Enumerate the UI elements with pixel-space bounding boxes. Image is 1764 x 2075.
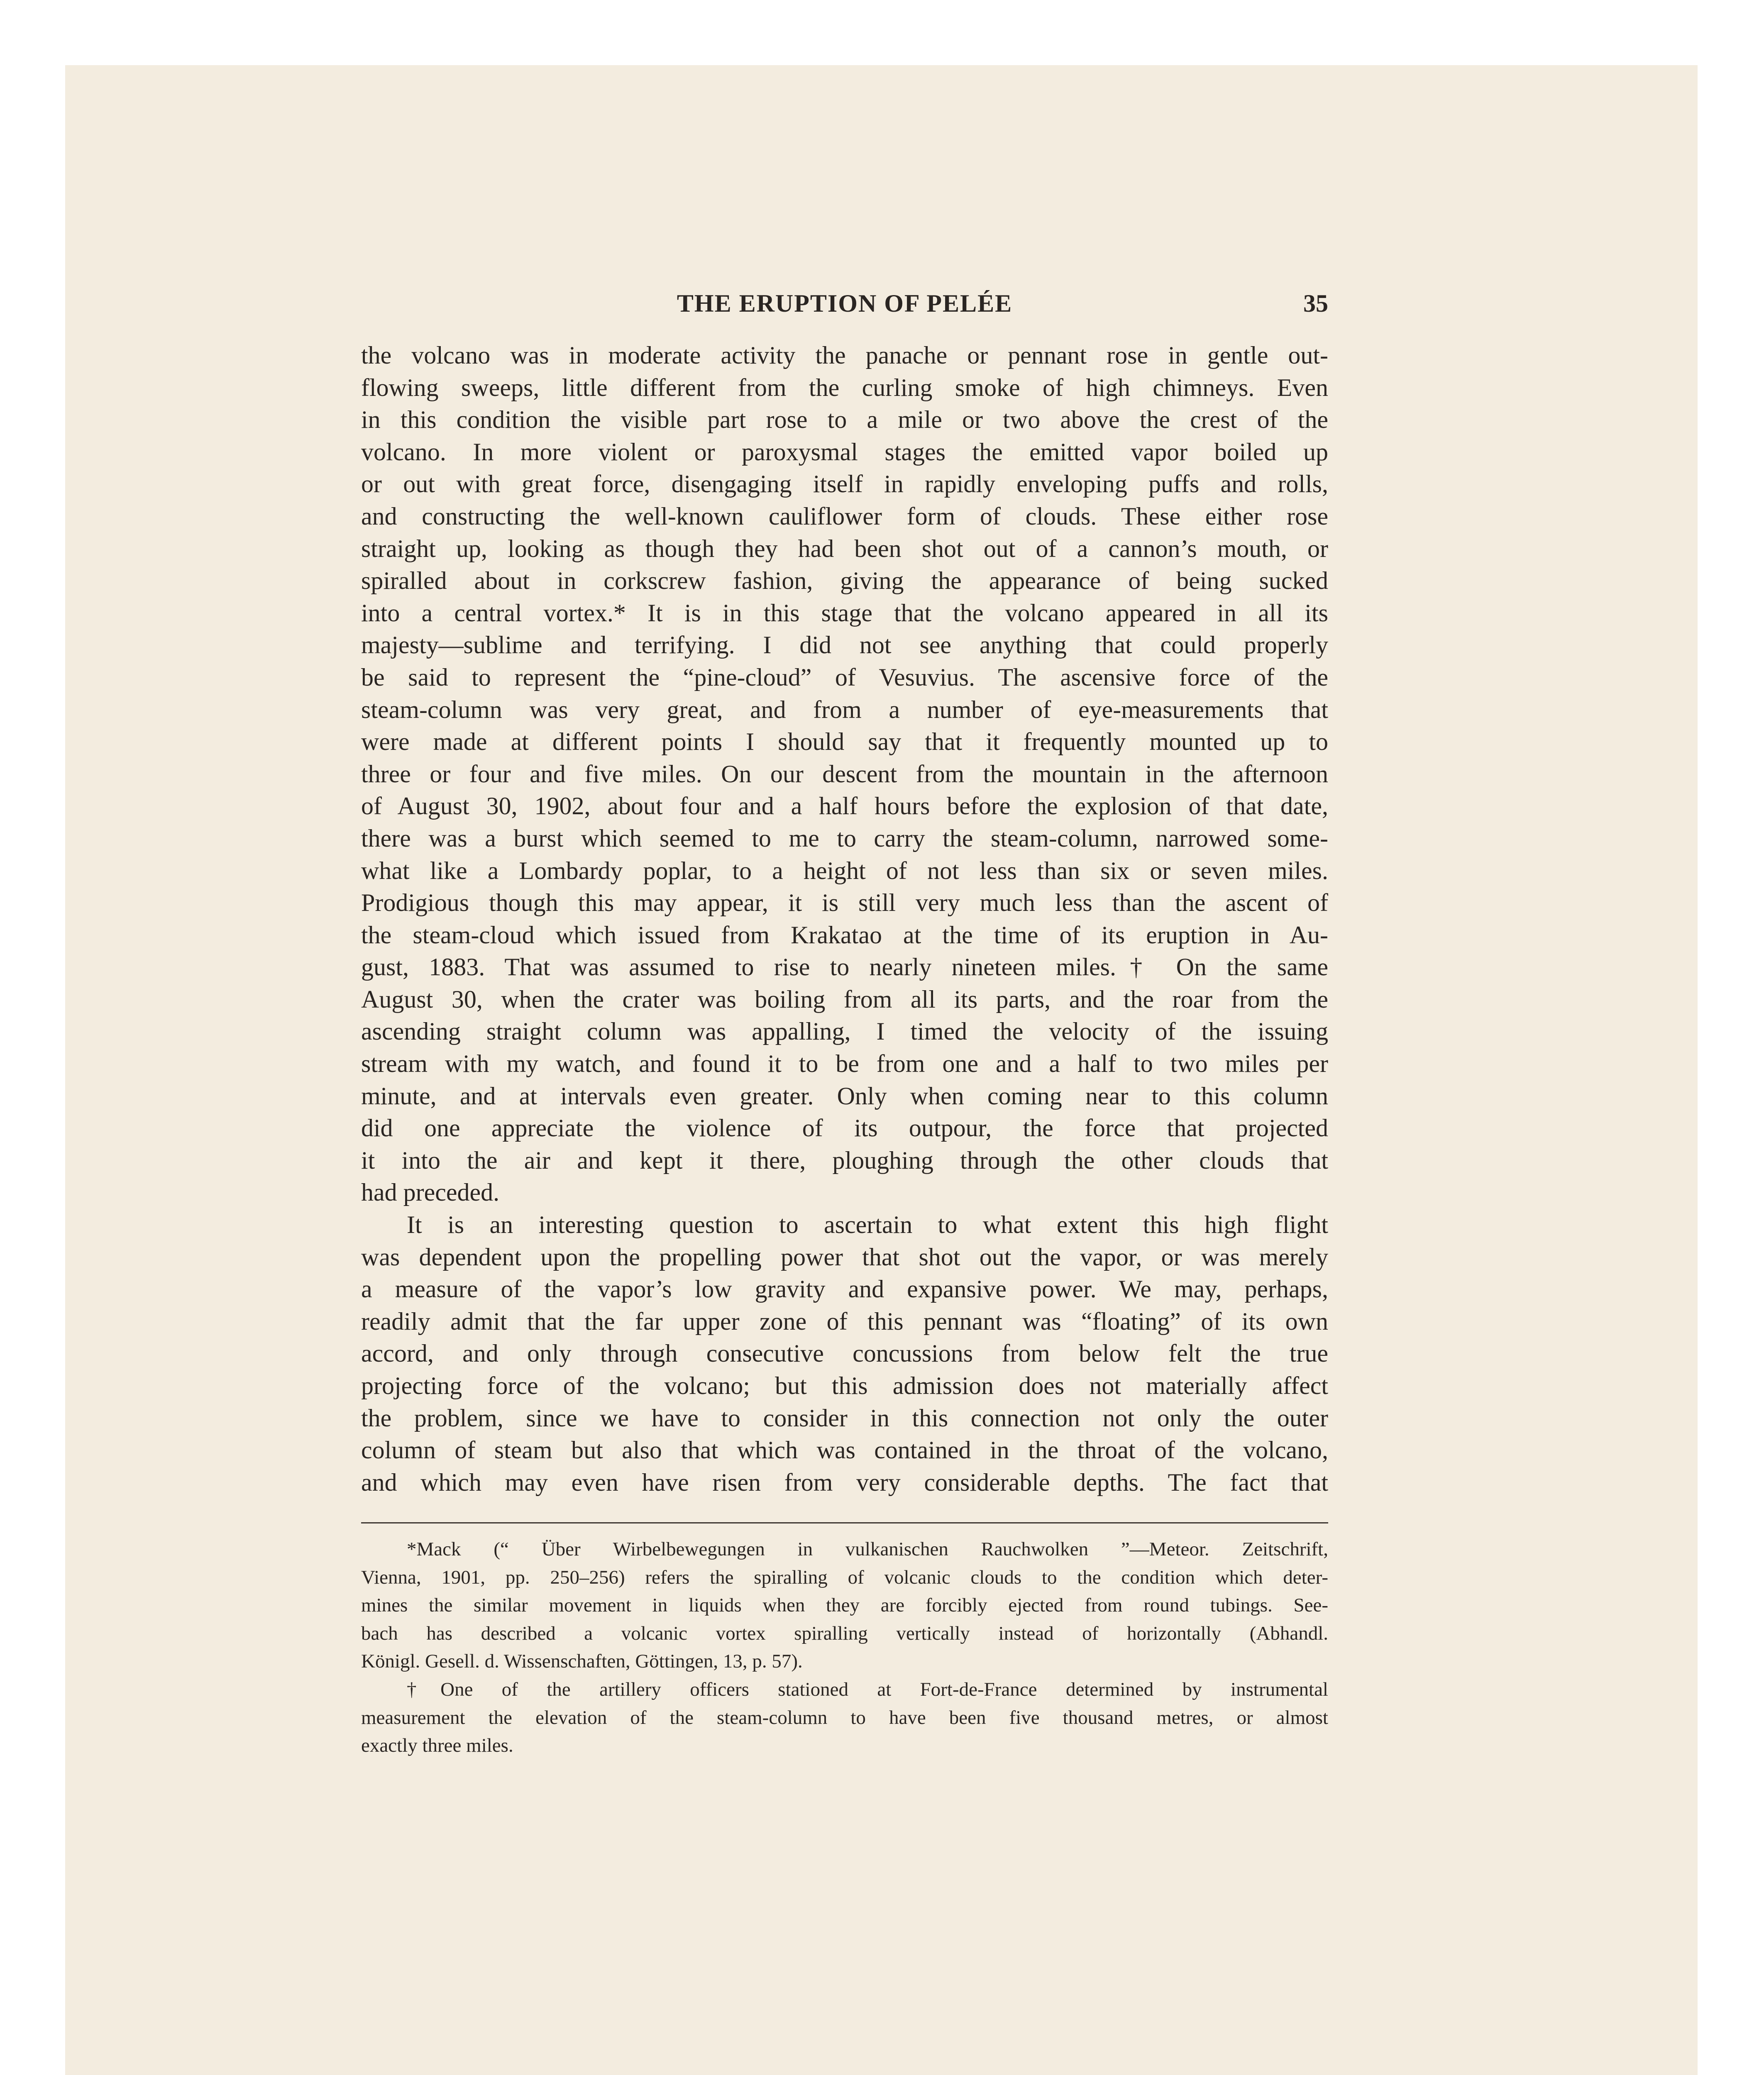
body-line: the problem, since we have to consider in this connection not only the outer: [361, 1404, 1328, 1432]
body-line: readily admit that the far upper zone of this pennant was “floating” of its own: [361, 1307, 1328, 1335]
body-line: accord, and only through consecutive concussions from below felt the true: [361, 1340, 1328, 1367]
body-line: and constructing the well-known cauliflower form of clouds. These either rose: [361, 502, 1328, 530]
body-line: minute, and at intervals even greater. Only when coming near to this column: [361, 1082, 1328, 1110]
body-line: the volcano was in moderate activity the panache or pennant rose in gentle out-: [361, 342, 1328, 369]
body-line: and which may even have risen from very considerable depths. The fact that: [361, 1468, 1328, 1496]
body-line: did one appreciate the violence of its outpour, the force that projected: [361, 1114, 1328, 1142]
body-line: or out with great force, disengaging itself in rapidly enveloping puffs and rolls,: [361, 470, 1328, 498]
body-line: had preceded.: [361, 1179, 500, 1206]
body-line: gust, 1883. That was assumed to rise to nearly nineteen miles.† On the same: [361, 953, 1328, 981]
body-line: projecting force of the volcano; but this admission does not materially affect: [361, 1372, 1328, 1399]
page-number: 35: [1303, 290, 1328, 317]
body-line: stream with my watch, and found it to be from one and a half to two miles per: [361, 1050, 1328, 1078]
body-line: were made at different points I should say that it frequently mounted up to: [361, 728, 1328, 756]
body-text: [361, 339, 1328, 1499]
body-line: into a central vortex.* It is in this stage that the volcano appeared in all its: [361, 599, 1328, 627]
footnote-line: exactly three miles.: [361, 1735, 513, 1757]
footnote-line: mines the similar movement in liquids when they are forcibly ejected from round tubings. See-: [361, 1594, 1328, 1616]
page-header: [361, 289, 1328, 327]
body-line: there was a burst which seemed to me to carry the steam-column, narrowed some-: [361, 824, 1328, 852]
body-line: straight up, looking as though they had been shot out of a cannon’s mouth, or: [361, 535, 1328, 562]
body-line: majesty—sublime and terrifying. I did not see anything that could properly: [361, 631, 1328, 659]
body-line: in this condition the visible part rose to a mile or two above the crest of the: [361, 406, 1328, 434]
footnote-line: *Mack (“ Über Wirbelbewegungen in vulkanischen Rauchwolken ”—Meteor. Zeitschrift,: [407, 1538, 1328, 1560]
body-line: ascending straight column was appalling, I timed the velocity of the issuing: [361, 1018, 1328, 1045]
footnote-line: Vienna, 1901, pp. 250–256) refers the spiralling of volcanic clouds to the condition which deter-: [361, 1566, 1328, 1588]
body-line: what like a Lombardy poplar, to a height of not less than six or seven miles.: [361, 857, 1328, 884]
footnote-line: measurement the elevation of the steam-column to have been five thousand metres, or almost: [361, 1706, 1328, 1728]
body-line: of August 30, 1902, about four and a half hours before the explosion of that date,: [361, 792, 1328, 820]
body-line: a measure of the vapor’s low gravity and expansive power. We may, perhaps,: [361, 1275, 1328, 1303]
body-line: It is an interesting question to ascertain to what extent this high flight: [407, 1211, 1328, 1239]
body-line: spiralled about in corkscrew fashion, giving the appearance of being sucked: [361, 567, 1328, 595]
body-line: steam-column was very great, and from a number of eye-measurements that: [361, 696, 1328, 723]
body-line: August 30, when the crater was boiling from all its parts, and the roar from the: [361, 985, 1328, 1013]
body-line: the steam-cloud which issued from Krakatao at the time of its eruption in Au-: [361, 921, 1328, 949]
footnotes: [361, 1536, 1328, 1760]
body-line: was dependent upon the propelling power that shot out the vapor, or was merely: [361, 1243, 1328, 1271]
body-line: it into the air and kept it there, ploughing through the other clouds that: [361, 1146, 1328, 1174]
footnote-rule: [361, 1522, 1328, 1523]
body-line: be said to represent the “pine-cloud” of Vesuvius. The ascensive force of the: [361, 663, 1328, 691]
body-line: three or four and five miles. On our descent from the mountain in the afternoon: [361, 760, 1328, 788]
running-title: THE ERUPTION OF PELÉE: [677, 290, 1013, 317]
body-line: flowing sweeps, little different from the curling smoke of high chimneys. Even: [361, 374, 1328, 401]
body-line: volcano. In more violent or paroxysmal stages the emitted vapor boiled up: [361, 438, 1328, 466]
body-line: column of steam but also that which was contained in the throat of the volcano,: [361, 1436, 1328, 1464]
body-line: Prodigious though this may appear, it is still very much less than the ascent of: [361, 889, 1328, 917]
footnote-line: bach has described a volcanic vortex spiralling vertically instead of horizontally (Abhandl.: [361, 1622, 1328, 1644]
footnote-line: †One of the artillery officers stationed at Fort-de-France determined by instrumental: [407, 1678, 1328, 1700]
footnote-line: Königl. Gesell. d. Wissenschaften, Göttingen, 13, p. 57).: [361, 1650, 803, 1672]
